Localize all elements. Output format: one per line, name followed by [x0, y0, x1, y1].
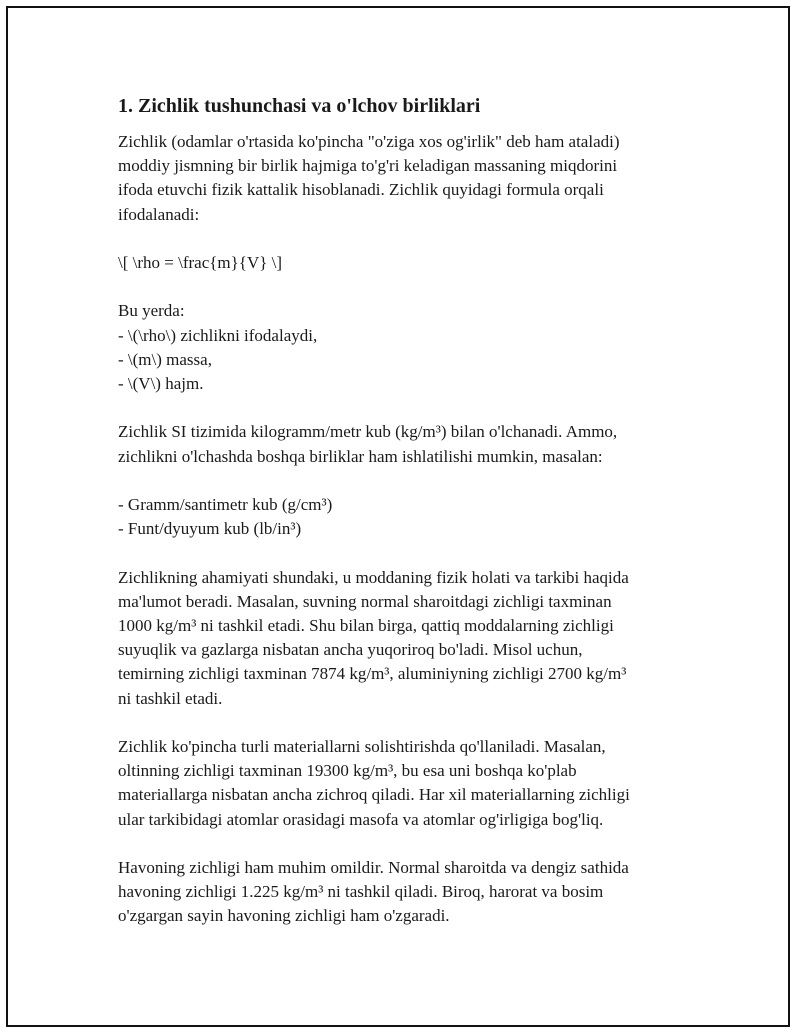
document-body: [118, 92, 678, 929]
paragraph-definition: [118, 130, 678, 227]
formula-line: \[ \rho = \frac{m}{V} \]: [118, 253, 283, 272]
text-line: Zichlik SI tizimida kilogramm/metr kub (kg/m³) bilan o'lchanadi. Ammo,: [118, 422, 618, 442]
blank-line: [118, 275, 678, 299]
blank-line: [118, 541, 678, 565]
unit-item: - Gramm/santimetr kub (g/cm³): [118, 494, 333, 514]
formula-legend: [118, 299, 678, 396]
legend-item: - \(V\) hajm.: [118, 374, 204, 393]
blank-line: [118, 469, 678, 493]
text-line: suyuqlik va gazlarga nisbatan ancha yuqoriroq bo'ladi. Misol uchun,: [118, 640, 583, 660]
paragraph-air-density: [118, 856, 678, 929]
text-line: ifodalanadi:: [118, 204, 200, 224]
legend-intro: Bu yerda:: [118, 301, 185, 321]
text-line: Zichlik (odamlar o'rtasida ko'pincha "o'ziga xos og'irlik" deb ham ataladi): [118, 132, 620, 151]
blank-line: [118, 396, 678, 420]
text-line: ma'lumot beradi. Masalan, suvning normal sharoitdagi zichligi taxminan: [118, 591, 612, 611]
text-line: 1000 kg/m³ ni tashkil etadi. Shu bilan birga, qattiq moddalarning zichligi: [118, 615, 614, 635]
legend-item: - \(\rho\) zichlikni ifodalaydi,: [118, 325, 318, 345]
text-line: havoning zichligi 1.225 kg/m³ ni tashkil qiladi. Biroq, harorat va bosim: [118, 882, 604, 902]
paragraph-comparison: [118, 735, 678, 832]
text-line: Havoning zichligi ham muhim omildir. Normal sharoitda va dengiz sathida: [118, 857, 629, 877]
text-line: temirning zichligi taxminan 7874 kg/m³, aluminiyning zichligi 2700 kg/m³: [118, 664, 627, 684]
blank-line: [118, 832, 678, 856]
paragraph-importance: [118, 566, 678, 711]
text-line: ifoda etuvchi fizik kattalik hisoblanadi. Zichlik quyidagi formula orqali: [118, 180, 604, 200]
text-line: Zichlik ko'pincha turli materiallarni solishtirishda qo'llaniladi. Masalan,: [118, 736, 606, 756]
text-line: ular tarkibidagi atomlar orasidagi masofa va atomlar og'irligiga bog'liq.: [118, 809, 604, 829]
blank-line: [118, 227, 678, 251]
unit-list: [118, 493, 678, 541]
paragraph-si-units: [118, 420, 678, 468]
section-heading: 1. Zichlik tushunchasi va o'lchov birliklari: [118, 95, 481, 117]
unit-item: - Funt/dyuyum kub (lb/in³): [118, 519, 302, 539]
text-line: materiallarga nisbatan ancha zichroq qiladi. Har xil materiallarning zichligi: [118, 785, 630, 805]
legend-item: - \(m\) massa,: [118, 349, 212, 369]
text-line: moddiy jismning bir birlik hajmiga to'g'ri keladigan massaning miqdorini: [118, 156, 618, 176]
text-line: ni tashkil etadi.: [118, 688, 223, 708]
text-line: oltinning zichligi taxminan 19300 kg/m³, bu esa uni boshqa ko'plab: [118, 761, 577, 781]
blank-line: [118, 711, 678, 735]
text-line: Zichlikning ahamiyati shundaki, u moddaning fizik holati va tarkibi haqida: [118, 567, 629, 587]
text-line: o'zgargan sayin havoning zichligi ham o'zgaradi.: [118, 906, 450, 926]
text-line: zichlikni o'lchashda boshqa birliklar ham ishlatilishi mumkin, masalan:: [118, 446, 603, 466]
